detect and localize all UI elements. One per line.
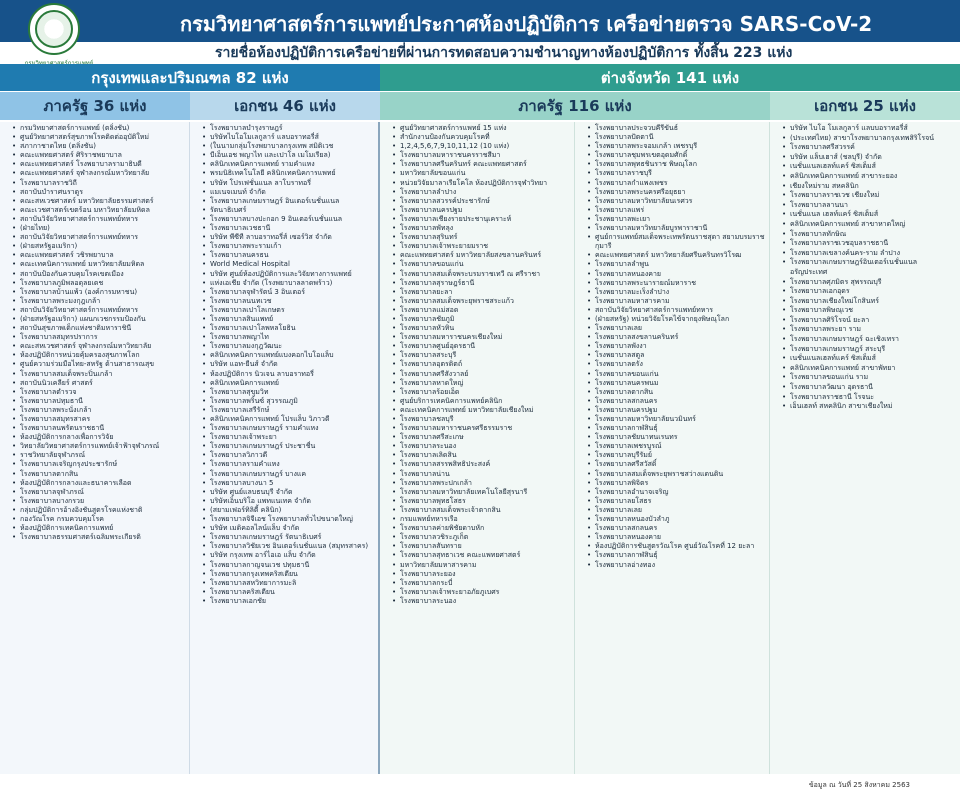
list-item: • โรงพยาบาลร้อยเอ็ด — [400, 388, 570, 397]
list-item: • โรงพยาบาลสหวิทยาการมะลิ — [210, 579, 374, 588]
list-item: • เนชั่นแนล เฮลท์แคร์ ซิสเต็มส์ — [790, 210, 956, 220]
list-item: • โรงพยาบาลหาดใหญ่ — [400, 379, 570, 388]
list-item: • โรงพยาบาลศรีนครินทร์ คณะแพทยศาสตร์ — [400, 160, 570, 169]
list-item: • โรงพยาบาลมะเร็งลำปาง — [595, 288, 765, 297]
list-item: • 1,2,4,5,6,7,9,10,11,12 (10 แห่ง) — [400, 142, 570, 151]
list-item: • โรงพยาบาลมหาวิทยาลัยนวมินทร์ — [595, 415, 765, 424]
list-item: • บีเอ็นเอช พญาไท และเปาโล เมโมเรียล) — [210, 151, 374, 160]
list-item: • World Medical Hospital — [210, 260, 374, 269]
list-item: • โรงพยาบาลเจ้าพระยาอภัยภูเบศร — [400, 588, 570, 597]
list-item: • บริษัทไบโอโมเลกูลาร์ แลบอราทอรี่ส์ — [210, 133, 374, 142]
list-item: • มหาวิทยาลัยมหาสารคาม — [400, 561, 570, 570]
list-item: • ศูนย์บริการเทคนิคการแพทย์คลินิก — [400, 397, 570, 406]
list-item: • โรงพยาบาลวชิระภูเก็ต — [400, 533, 570, 542]
list-item: • โรงพยาบาลเพชรบูรณ์ — [595, 442, 765, 451]
list-item: • โรงพยาบาลเชียงใหม่โกสินทร์ — [790, 297, 956, 307]
list-item: • ห้องปฏิบัติการกลางเพื่อการวิจัย — [20, 433, 185, 442]
list-item: • โรงพยาบาลจุฬาภรณ์ — [20, 488, 185, 497]
list-item: • โรงพยาบาลธรรมศาสตร์เฉลิมพระเกียรติ — [20, 533, 185, 542]
list-item: • โรงพยาบาลเกษมราษฎร์ ประชาชื่น — [210, 442, 374, 451]
list-item: • สถาบันบำราศนราดูร — [20, 188, 185, 197]
list-item: • โรงพยาบาลเกษมราษฎร์ บางแค — [210, 470, 374, 479]
list-item: • กรมวิทยาศาสตร์การแพทย์ (ตลิ่งชัน) — [20, 124, 185, 133]
list-item: • คลินิกเทคนิคการแพทย์ สาขาระยอง — [790, 172, 956, 182]
list-item: • โรงพยาบาลกรุงเทพคริสเตียน — [210, 570, 374, 579]
list-item: • โรงพยาบาลเลย — [595, 506, 765, 515]
list-item: • โรงพยาบาลปัตตานี — [595, 133, 765, 142]
list-item: • โรงพยาบาลพังงา — [595, 342, 765, 351]
list-prov-private — [770, 122, 960, 774]
list-item: • บริษัท ศูนย์ห้องปฏิบัติการและวิจัยทางการแพทย์ — [210, 270, 374, 279]
list-item: • โรงพยาบาลเกษมราษฎร์ อินเตอร์เนชั่นแนล — [210, 197, 374, 206]
list-item: • โรงพยาบาลตำรวจ — [20, 388, 185, 397]
list-item: • โรงพยาบาลพระนั่งเกล้า — [20, 406, 185, 415]
list-prov-gov-a — [380, 122, 575, 774]
list-item: • โรงพยาบาลราชเวชอุบลราชธานี — [790, 239, 956, 249]
list-item: • โรงพยาบาลบางปะกอก 9 อินเตอร์เนชั่นแนล — [210, 215, 374, 224]
list-item: • บริษัท โปรเฟชั่นแนล ลาโบราทอรี่ — [210, 179, 374, 188]
list-item: • โรงพยาบาลศรีสะเกษ — [400, 433, 570, 442]
list-item: • คณะสหเวชศาสตร์ มหาวิทยาลัยธรรมศาสตร์ — [20, 197, 185, 206]
list-item: • (ฝ่ายสหรัฐอเมริกา) — [20, 242, 185, 251]
list-item: • รัตนาธิเบศร์ — [210, 206, 374, 215]
list-item: • โรงพยาบาลสตูล — [595, 351, 765, 360]
list-item: • สถาบันวิจัยวิทยาศาสตร์การแพทย์ทหาร — [20, 306, 185, 315]
list-item: • เนชั่นแนลเฮลท์แคร์ ซิสเต็มส์ — [790, 354, 956, 364]
region-provinces: ต่างจังหวัด 141 แห่ง — [380, 64, 960, 91]
list-item: • (ประเทศไทย) สาขาโรงพยาบาลกรุงเทพสิริโรจน์ — [790, 134, 956, 144]
list-item: • สถาบันสุขภาพเด็กแห่งชาติมหาราชินี — [20, 324, 185, 333]
list-item: • โรงพยาบาลสุทธาเวช คณะแพทยศาสตร์ — [400, 551, 570, 560]
list-item: • โรงพยาบาลตากสิน — [595, 388, 765, 397]
list-item: • คณะสหเวชศาสตร์ จุฬาลงกรณ์มหาวิทยาลัย — [20, 342, 185, 351]
region-bangkok: กรุงเทพและปริมณฑล 82 แห่ง — [0, 64, 380, 91]
list-item: • โรงพยาบาลนครธน — [210, 251, 374, 260]
list-item: • สถาบันวิจัยวิทยาศาสตร์การแพทย์ทหาร — [20, 233, 185, 242]
dms-logo — [28, 3, 80, 55]
list-item: • โรงพยาบาลนครปฐม — [400, 206, 570, 215]
list-item: • โรงพยาบาลจิจีเอช โรงพยาบาลทั่วไปขนาดใหญ่ — [210, 515, 374, 524]
list-item: • กองวัณโรค กรมควบคุมโรค — [20, 515, 185, 524]
list-item: • (ฝ่ายสหรัฐ) หน่วยวิจัยโรคไข้จากยุงพิษณุโลก — [595, 315, 765, 324]
column-header-prov-private: เอกชน 25 แห่ง — [770, 92, 960, 120]
list-item: • บริษัทเอ็นบริโอ แพทแนเทค จำกัด — [210, 497, 374, 506]
list-item: • ศูนย์วิทยาศาสตร์สุขภาพโรคติดต่ออุบัติใหม่ — [20, 133, 185, 142]
list-item: • โรงพยาบาลศูนย์อุดรธานี — [400, 342, 570, 351]
list-item: • โรงพยาบาลราชวิถี — [20, 179, 185, 188]
list-item: • โรงพยาบาลเจ้าพระยายมราช — [400, 242, 570, 251]
list-item: • โรงพยาบาลนนทเวช — [210, 297, 374, 306]
list-item: • โรงพยาบาลกระบี่ — [400, 579, 570, 588]
list-item: • เชียงใหม่ราม สหคลินิก — [790, 182, 956, 192]
list-item: • โรงพยาบาลเปาโลพหลโยธิน — [210, 324, 374, 333]
list-item: • โรงพยาบาลพระมงกุฎเกล้า — [20, 297, 185, 306]
list-item: • (สยามเฟอร์ทิลิตี้ คลินิก) — [210, 506, 374, 515]
list-item: • โรงพยาบาลศรีสวรรค์ — [790, 143, 956, 153]
list-item: • โรงพยาบาลกาญจนเวช ปทุมธานี — [210, 561, 374, 570]
list-item: • โรงพยาบาลลานนา — [790, 201, 956, 211]
list-item: • โรงพยาบาลชุมพรเขตอุดมศักดิ์ — [595, 151, 765, 160]
list-item: • คณะแพทยศาสตร์ จุฬาลงกรณ์มหาวิทยาลัย — [20, 169, 185, 178]
list-item: • โรงพยาบาลมหาวิทยาลัยเทคโนโลยีสุรนารี — [400, 488, 570, 497]
list-item: • โรงพยาบาลจุฬารัตน์ 3 อินเตอร์ — [210, 288, 374, 297]
list-item: • คณะแพทยศาสตร์ วชิรพยาบาล — [20, 251, 185, 260]
list-item: • โรงพยาบาลรามคำแหง — [210, 460, 374, 469]
list-item: • โรงพยาบาลเวชธานี — [210, 224, 374, 233]
list-item: • โรงพยาบาลสงขลานครินทร์ — [595, 333, 765, 342]
list-item: • โรงพยาบาลสวรรค์ประชารักษ์ — [400, 197, 570, 206]
list-item: • โรงพยาบาลวัฒนา อุดรธานี — [790, 383, 956, 393]
list-item: • โรงพยาบาลตรัง — [595, 360, 765, 369]
list-item: • โรงพยาบาลยะลา — [400, 288, 570, 297]
list-item: • โรงพยาบาลกาฬสินธุ์ — [595, 551, 765, 560]
list-item: • โรงพยาบาลเกษมราษฎร์ รัตนาธิเบศร์ — [210, 533, 374, 542]
list-item: • สถาบันป้องกันควบคุมโรคเขตเมือง — [20, 270, 185, 279]
list-item: • มหาวิทยาลัยขอนแก่น — [400, 169, 570, 178]
list-bkk-gov — [0, 122, 190, 774]
list-item: • สถาบันวิจัยวิทยาศาสตร์การแพทย์ทหาร — [595, 306, 765, 315]
list-item: • คลินิกเทคนิคการแพทย์ สาขาหาดใหญ่ — [790, 220, 956, 230]
list-item: • โรงพยาบาลสุรินทร์ — [400, 233, 570, 242]
list-item: • โรงพยาบาลราชเวช เชียงใหม่ — [790, 191, 956, 201]
list-item: • โรงพยาบาลศิริโรจน์ ยะลา — [790, 316, 956, 326]
list-item: • โรงพยาบาลชัยนาทนเรนทร — [595, 433, 765, 442]
list-item: • โรงพยาบาลสุขุมวิท — [210, 388, 374, 397]
list-item: • โรงพยาบาลนครพนม — [595, 379, 765, 388]
list-item: • โรงพยาบาลพระปกเกล้า — [400, 479, 570, 488]
list-item: • (ฝ่ายไทย) — [20, 224, 185, 233]
list-item: • คณะแพทยศาสตร์ ศิริราชพยาบาล — [20, 151, 185, 160]
list-item: • โรงพยาบาลหนองบัวลำภู — [595, 515, 765, 524]
list-item: • โรงพยาบาลเลิดสิน — [400, 451, 570, 460]
list-item: • โรงพยาบาลแม่สอด — [400, 306, 570, 315]
list-item: • โรงพยาบาลขอนแก่น — [400, 260, 570, 269]
list-item: • โรงพยาบาลบางกรวย — [20, 497, 185, 506]
list-item: • โรงพยาบาลกำแพงเพชร — [595, 179, 765, 188]
list-item: • (ฝ่ายสหรัฐอเมริกา) แผนกเวชกรรมป้องกัน — [20, 315, 185, 324]
list-item: • โรงพยาบาลนครปฐม — [595, 406, 765, 415]
list-item: • โรงพยาบาลตากสิน — [20, 470, 185, 479]
list-item: • โรงพยาบาลมงกุฎวัฒนะ — [210, 342, 374, 351]
list-item: • โรงพยาบาลคริสเตียน — [210, 588, 374, 597]
list-item: • โรงพยาบาลขอนแก่น — [595, 370, 765, 379]
list-item: • โรงพยาบาลเอกชัย — [210, 597, 374, 606]
list-item: • โรงพยาบาลพระนครศรีอยุธยา — [595, 188, 765, 197]
list-item: • โรงพยาบาลเขลางค์นคร-ราม ลำปาง — [790, 249, 956, 259]
list-item: • โรงพยาบาลมหาราชนครเชียงใหม่ — [400, 333, 570, 342]
list-item: • โรงพยาบาลมหาวิทยาลัยนเรศวร — [595, 197, 765, 206]
list-item: • คลินิกเทคนิคการแพทย์ — [210, 379, 374, 388]
list-item: • โรงพยาบาลพญาไท — [210, 333, 374, 342]
list-item: • คลินิกเทคนิคการแพทย์ โปรแล็บ วิภาวดี — [210, 415, 374, 424]
list-item: • ศูนย์การแพทย์สมเด็จพระเทพรัตนราชสุดา สยามบรมราชกุมารี — [595, 233, 765, 251]
list-item: • (ในนามกลุ่มโรงพยาบาลกรุงเทพ สมิติเวช — [210, 142, 374, 151]
list-item: • โรงพยาบาลศุภมิตร สุพรรณบุรี — [790, 278, 956, 288]
list-item: • เอ็นเฮลท์ สหคลินิก สาขาเชียงใหม่ — [790, 402, 956, 412]
list-item: • วิทยาลัยวิทยาศาสตร์การแพทย์เจ้าฟ้าจุฬาภรณ์ — [20, 442, 185, 451]
list-item: • โรงพยาบาลอ่างทอง — [595, 561, 765, 570]
list-item: • โรงพยาบาลเอกอุดร — [790, 287, 956, 297]
list-prov-gov-b — [575, 122, 770, 774]
list-item: • โรงพยาบาลมหาราชนครศรีธรรมราช — [400, 424, 570, 433]
list-item: • โรงพยาบาลภูมิพลอดุลยเดช — [20, 279, 185, 288]
list-item: • โรงพยาบาลอุตรดิตถ์ — [400, 360, 570, 369]
list-item: • คลินิกเทคนิคการแพทย์ สาขาพัทยา — [790, 364, 956, 374]
list-item: • โรงพยาบาลเสรีรักษ์ — [210, 406, 374, 415]
list-item: • ห้องปฏิบัติการหน่วยคุ้มครองสุขภาพโลก — [20, 351, 185, 360]
list-item: • โรงพยาบาลชลบุรี — [400, 415, 570, 424]
list-item: • โรงพยาบาลทักษิณ — [790, 230, 956, 240]
list-item: • โรงพยาบาลสกลนคร — [595, 524, 765, 533]
list-item: • บริษัท ไบโอ โมเลกูลาร์ แลบบอราทอรี่ส์ — [790, 124, 956, 134]
list-item: • โรงพยาบาลระนอง — [400, 597, 570, 606]
list-item: • โรงพยาบาลยโสธร — [595, 497, 765, 506]
list-item: • หน่วยวิจัยมาลาเรียโคโล ห้องปฏิบัติการจุฬาวิทยา — [400, 179, 570, 188]
data-date-note: ข้อมูล ณ วันที่ 25 สิงหาคม 2563 — [808, 781, 910, 789]
list-item: • โรงพยาบาลเกษมราษฎร์ สระบุรี — [790, 345, 956, 355]
list-item: • สถาบันวิจัยวิทยาศาสตร์การแพทย์ทหาร — [20, 215, 185, 224]
list-item: • โรงพยาบาลพระจอมเกล้า เพชรบุรี — [595, 142, 765, 151]
list-item: • พรมนิธิเทคโนโลยี คลินิกเทคนิคการแพทย์ — [210, 169, 374, 178]
list-item: • โรงพยาบาลเปาโลเกษตร — [210, 306, 374, 315]
list-item: • บริษัท กรุงเทพ อาร์ไอเอ แล็บ จำกัด — [210, 551, 374, 560]
list-bkk-private — [190, 122, 380, 774]
list-item: • ราชวิทยาลัยจุฬาภรณ์ — [20, 451, 185, 460]
list-item: • โรงพยาบาลเจ้าพระยา — [210, 433, 374, 442]
list-item: • คณะเทคนิคการแพทย์ มหาวิทยาลัยเชียงใหม่ — [400, 406, 570, 415]
list-item: • โรงพยาบาลพุทธชินราช พิษณุโลก — [595, 160, 765, 169]
list-item: • สำนักงานป้องกันควบคุมโรคที่ — [400, 133, 570, 142]
list-item: • โรงพยาบาลมหาราชนครราชสีมา — [400, 151, 570, 160]
list-item: • โรงพยาบาลสมุทรปราการ — [20, 333, 185, 342]
list-item: • โรงพยาบาลพระรามเก้า — [210, 242, 374, 251]
list-item: • โรงพยาบาลพระนารายณ์มหาราช — [595, 279, 765, 288]
column-header-bkk-private: เอกชน 46 แห่ง — [190, 92, 380, 120]
list-item: • โรงพยาบาลระยอง — [400, 570, 570, 579]
list-item: • โรงพยาบาลสมเด็จพระยุพราชสว่างแดนดิน — [595, 470, 765, 479]
list-item: • โรงพยาบาลเกษมราษฎร์ รามคำแหง — [210, 424, 374, 433]
list-item: • คณะแพทยศาสตร์ มหาวิทยาลัยสงขลานครินทร์ — [400, 251, 570, 260]
list-item: • โรงพยาบาลลำปาง — [400, 188, 570, 197]
list-item: • โรงพยาบาลสมเด็จพระปิ่นเกล้า — [20, 370, 185, 379]
list-item: • โรงพยาบาลอำนาจเจริญ — [595, 488, 765, 497]
list-item: • บริษัท ศูนย์แลบธนบุรี จำกัด — [210, 488, 374, 497]
list-item: • โรงพยาบาลสมเด็จพระบรมราชเทวี ณ ศรีราชา — [400, 270, 570, 279]
list-item: • โรงพยาบาลมหาวิทยาลัยบูรพาราชานี — [595, 224, 765, 233]
list-item: • สภากาชาดไทย (ตลิ่งชัน) — [20, 142, 185, 151]
list-item: • โรงพยาบาลหนองคาย — [595, 270, 765, 279]
column-header-prov-gov: ภาครัฐ 116 แห่ง — [380, 92, 770, 120]
list-item: • โรงพยาบาลขอนแก่น ราม — [790, 373, 956, 383]
list-item: • โรงพยาบาลพระยา ราม — [790, 325, 956, 335]
list-item: • โรงพยาบาลสินแพทย์ — [210, 315, 374, 324]
page-subtitle: รายชื่อห้องปฏิบัติการเครือข่ายที่ผ่านการทดสอบความชำนาญทางห้องปฏิบัติการ ทั้งสิ้น 223 แห่ง — [215, 45, 793, 61]
list-item: • โรงพยาบาลมหาสารคาม — [595, 297, 765, 306]
list-item: • โรงพยาบาลสุราษฎร์ธานี — [400, 279, 570, 288]
list-item: • โรงพยาบาลพิษณุเวช — [790, 306, 956, 316]
list-item: • โรงพยาบาลสระบุรี — [400, 351, 570, 360]
list-item: • โรงพยาบาลเกษมราษฎร์ ฉะเชิงเทรา — [790, 335, 956, 345]
list-item: • โรงพยาบาลค่ายพิชัยดาบหัก — [400, 524, 570, 533]
list-item: • คณะเทคนิคการแพทย์ มหาวิทยาลัยมหิดล — [20, 260, 185, 269]
list-item: • โรงพยาบาลหนองคาย — [595, 533, 765, 542]
list-item: • โรงพยาบาลลำพูน — [595, 260, 765, 269]
list-item: • โรงพยาบาลสกลนคร — [595, 397, 765, 406]
list-item: • โรงพยาบาลบุรีรัมย์ — [595, 451, 765, 460]
list-item: • โรงพยาบาลวิชัยเวช อินเตอร์เนชั่นแนล (สมุทรสาคร) — [210, 542, 374, 551]
list-item: • โรงพยาบาลแพร่ — [595, 206, 765, 215]
list-item: • โรงพยาบาลเจริญกรุงประชารักษ์ — [20, 460, 185, 469]
list-item: • โรงพยาบาลเลย — [595, 324, 765, 333]
list-item: • ห้องปฏิบัติการกลางและธนาคารเลือด — [20, 479, 185, 488]
list-item: • ห้องปฏิบัติการชันสูตรวัณโรค ศูนย์วัณโรคที่ 12 ยะลา — [595, 542, 765, 551]
list-item: • โรงพยาบาลบำรุงราษฎร์ — [210, 124, 374, 133]
list-item: • บริษัท เมดิคอลไลน์แล็บ จำกัด — [210, 524, 374, 533]
list-item: • โรงพยาบาลเกษมราษฎร์อินเตอร์เนชั่นแนล อรัญประเทศ — [790, 258, 956, 277]
list-item: • ศูนย์วิทยาศาสตร์การแพทย์ 15 แห่ง — [400, 124, 570, 133]
list-item: • โรงพยาบาลปทุมธานี — [20, 397, 185, 406]
list-item: • โรงพยาบาลพัทลุง — [400, 224, 570, 233]
list-item: • เนชั่นแนลเฮลท์แคร์ ซิสเต็มส์ — [790, 162, 956, 172]
list-item: • โรงพยาบาลพุทธโสธร — [400, 497, 570, 506]
list-item: • โรงพยาบาลประจวบคีรีขันธ์ — [595, 124, 765, 133]
list-item: • ห้องปฏิบัติการ นิวเจน ลาบอราทอรี่ — [210, 370, 374, 379]
list-item: • โรงพยาบาลหัวหิน — [400, 324, 570, 333]
header-bar — [0, 0, 960, 42]
list-item: • โรงพยาบาลสมุทรสาคร — [20, 415, 185, 424]
list-item: • โรงพยาบาลสมเด็จพระยุพราชสระแก้ว — [400, 297, 570, 306]
list-item: • โรงพยาบาลนพรัตนราชธานี — [20, 424, 185, 433]
list-item: • ศูนย์ความร่วมมือไทย-สหรัฐ ด้านสาธารณสุข — [20, 360, 185, 369]
list-item: • โรงพยาบาลพิจิตร — [595, 479, 765, 488]
list-item: • คณะแพทยศาสตร์ โรงพยาบาลรามาธิบดี — [20, 160, 185, 169]
seal-icon — [35, 10, 73, 48]
list-item: • โรงพยาบาลเชียงรายประชานุเคราะห์ — [400, 215, 570, 224]
column-header-bkk-gov: ภาครัฐ 36 แห่ง — [0, 92, 190, 120]
list-item: • โรงพยาบาลศรีสังวาลย์ — [400, 370, 570, 379]
list-item: • บริษัท แอท-ยีนส์ จำกัด — [210, 360, 374, 369]
list-item: • โรงพยาบาลราชบุรี — [595, 169, 765, 178]
list-item: • คณะแพทยศาสตร์ มหาวิทยาลัยศรีนครินทรวิโรฒ — [595, 251, 765, 260]
list-item: • โรงพยาบาลสรรพสิทธิประสงค์ — [400, 460, 570, 469]
list-item: • สถาบันนิวเคลียร์ ศาสตร์ — [20, 379, 185, 388]
list-item: • คลินิกเทคนิคการแพทย์แบงคอกไบโอแล็บ — [210, 351, 374, 360]
list-item: • โรงพยาบาลสมเด็จพระเจ้าตากสิน — [400, 506, 570, 515]
list-item: • โรงพยาบาลสันทราย — [400, 542, 570, 551]
list-item: • คณะเวชศาสตร์เขตร้อน มหาวิทยาลัยมหิดล — [20, 206, 185, 215]
list-item: • โรงพยาบาลศรีสวัสดิ์ — [595, 460, 765, 469]
list-item: • โรงพยาบาลพริ้นซ์ สุวรรณภูมิ — [210, 397, 374, 406]
page-title: กรมวิทยาศาสตร์การแพทย์ประกาศห้องปฏิบัติการ เครือข่ายตรวจ SARS-CoV-2 — [180, 12, 873, 36]
list-item: • ห้องปฏิบัติการเทคนิคการแพทย์ — [20, 524, 185, 533]
list-item: • โรงพยาบาลพะเยา — [595, 215, 765, 224]
list-item: • แห่งเอเชีย จำกัด (โรงพยาบาลลาดพร้าว) — [210, 279, 374, 288]
list-item: • โรงพยาบาลระนอง — [400, 442, 570, 451]
list-item: • โรงพยาบาลน่าน — [400, 470, 570, 479]
list-item: • โรงพยาบาลราชธานี โรจนะ — [790, 393, 956, 403]
list-item: • บริษัท พีซีที ลาบอราทอรี่ส์ เซอร์วิส จำกัด — [210, 233, 374, 242]
list-item: • คลินิกเทคนิคการแพทย์ รามคำแหง — [210, 160, 374, 169]
list-item: • กลุ่มปฏิบัติการอ้างอิงชันสูตรโรคแห่งชาติ — [20, 506, 185, 515]
list-item: • โรงพยาบาลชัยภูมิ — [400, 315, 570, 324]
list-item: • โรงพยาบาลกาฬสินธุ์ — [595, 424, 765, 433]
list-item: • กรมแพทย์ทหารเรือ — [400, 515, 570, 524]
list-item: • โรงพยาบาลบางนา 5 — [210, 479, 374, 488]
list-item: • บริษัท แล็บเฮาส์ (ชลบุรี) จำกัด — [790, 153, 956, 163]
list-item: • แมเนจเมนท์ จำกัด — [210, 188, 374, 197]
list-item: • โรงพยาบาลวิภาวดี — [210, 451, 374, 460]
list-item: • โรงพยาบาลบ้านแพ้ว (องค์การมหาชน) — [20, 288, 185, 297]
